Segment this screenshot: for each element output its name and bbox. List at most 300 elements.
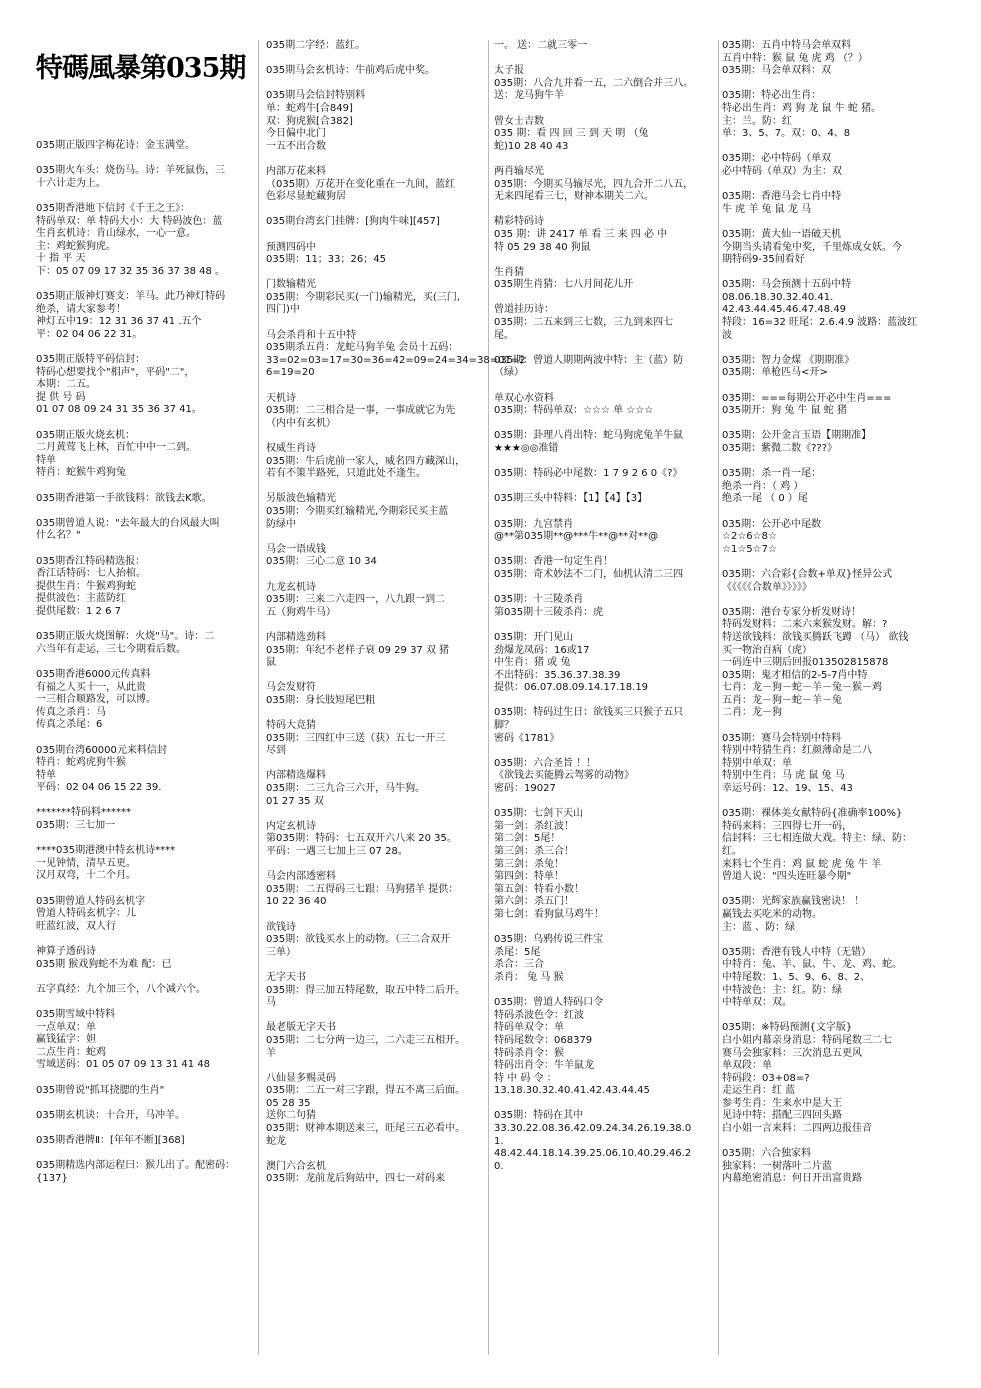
spacer bbox=[266, 481, 484, 494]
text-line: 独家料：一树落叶二片蓝 bbox=[722, 1160, 832, 1172]
text-line: 牛 虎 羊 兔 鼠 龙 马 bbox=[722, 203, 812, 215]
text-line: 内部精选爆料 bbox=[266, 770, 326, 782]
text-line: 见诗中特：搭配三四回头路 bbox=[722, 1110, 842, 1122]
text-line: 特单 bbox=[36, 769, 56, 781]
text-line: 035期：11；33；26；45 bbox=[266, 254, 386, 266]
text-line: 送：龙马狗牛羊 bbox=[494, 90, 564, 102]
text-line: 035期：三来二六走四一，八九跟一到二 bbox=[266, 594, 446, 606]
text-line: 第六剑：杀五门！ bbox=[494, 896, 574, 908]
spacer bbox=[266, 267, 484, 280]
text-line: 羊 bbox=[266, 1047, 276, 1059]
text-line: 035期：奇术妙法不二门，仙机认清二三四 bbox=[494, 568, 684, 580]
text-line: 红。 bbox=[722, 846, 742, 857]
text-line: 035期曾道人特码玄机字 bbox=[36, 895, 146, 907]
text-line: 白小姐内幕亲身消息：特码尾数三二七 bbox=[722, 1034, 892, 1046]
spacer bbox=[722, 884, 944, 897]
text-line: 035期：赛马会特别中特料 bbox=[722, 732, 842, 744]
text-line: 精彩特码诗 bbox=[494, 216, 544, 228]
text-line: 十六计走为上。 bbox=[36, 177, 106, 189]
text-line: 第035期十三陵杀肖：虎 bbox=[494, 606, 604, 618]
text-line: 035期：特必出生肖： bbox=[722, 90, 822, 102]
text-line: 特码发财料：二来六来猴发财。解：? bbox=[722, 619, 888, 631]
spacer bbox=[36, 543, 251, 556]
text-line: 035期香港牌Ⅱ：[年年不断][368] bbox=[36, 1134, 185, 1146]
text-line: 035期：得三加五特尾数，取五中特二后开。 bbox=[266, 984, 466, 996]
spacer bbox=[266, 229, 484, 242]
text-line: 天机诗 bbox=[266, 392, 296, 404]
text-line: 48.42.44.18.14.39.25.06.10.40.29.46.2 bbox=[494, 1148, 692, 1160]
spacer bbox=[494, 745, 716, 758]
text-line: 蛇龙 bbox=[266, 1135, 286, 1147]
text-line: 提 供 号 码 bbox=[36, 391, 86, 403]
spacer bbox=[494, 103, 716, 116]
text-line: 香江话特码：七人抬棺。 bbox=[36, 568, 146, 580]
text-line: 雪域送码：01 05 07 09 13 31 41 48 bbox=[36, 1059, 211, 1071]
text-line: 035期：单枪匹马<开> bbox=[722, 367, 828, 379]
text-line: 内部精选劲料 bbox=[266, 631, 326, 643]
spacer bbox=[266, 707, 484, 720]
text-line: ☆1☆5☆7☆ bbox=[722, 543, 777, 555]
text-line: 035期：三四红中三送（获）五七一开三 bbox=[266, 732, 446, 744]
text-line: 01 07 08 09 24 31 35 36 37 41。 bbox=[36, 404, 202, 416]
column-1 bbox=[36, 140, 251, 1185]
spacer bbox=[266, 1148, 484, 1161]
text-line: 白小姐一言来料：二四两边报佳音 bbox=[722, 1123, 872, 1135]
text-line: 色彩尽显蛇藏狗居 bbox=[266, 191, 346, 203]
text-line: 035期：五肖中特马会单双料 bbox=[722, 40, 852, 51]
spacer bbox=[494, 695, 716, 708]
spacer bbox=[722, 1136, 944, 1149]
column-4 bbox=[722, 40, 944, 1186]
spacer bbox=[36, 505, 251, 518]
spacer bbox=[722, 78, 944, 91]
text-line: 两肖输尽光 bbox=[494, 165, 544, 177]
text-line: 第三剑：杀兔！ bbox=[494, 858, 564, 870]
spacer bbox=[494, 619, 716, 632]
spacer bbox=[722, 720, 944, 733]
text-line: 九龙玄机诗 bbox=[266, 581, 316, 593]
text-line: 特肖：蛇鸡虎狗牛猴 bbox=[36, 757, 126, 769]
text-line: 单双段：单 bbox=[722, 1060, 772, 1072]
text-line: 内幕绝密消息：何日开出富贵路 bbox=[722, 1173, 862, 1185]
spacer bbox=[266, 619, 484, 632]
text-line: 赢钱去买吃米的动物。 bbox=[722, 908, 822, 920]
text-line: 参考生肖：生来水中是大王 bbox=[722, 1097, 842, 1109]
text-line: 走运生肖：红 蓝 bbox=[722, 1085, 796, 1097]
text-line: 什么名？" bbox=[36, 530, 81, 542]
spacer bbox=[266, 531, 484, 544]
text-line: 035期：欲钱买水上的动物。（三二合双开 bbox=[266, 934, 451, 946]
text-line: 10 22 36 40 bbox=[266, 896, 327, 908]
text-line: 马会杀肖和十五中特 bbox=[266, 329, 356, 341]
text-line: 035期：八合九并看一五，二六倒合并三八。 bbox=[494, 77, 694, 89]
text-line: 二月黄莺飞上林，百忙中中一二到。 bbox=[36, 442, 196, 454]
text-line: 035期：今期彩民买(一门)输精光，买(三门, bbox=[266, 291, 460, 303]
column-divider bbox=[258, 40, 259, 1355]
text-line: 神算子透码诗 bbox=[36, 946, 96, 957]
spacer bbox=[36, 971, 251, 984]
spacer bbox=[266, 380, 484, 393]
text-line: 035期：香港一句定生肖！ bbox=[494, 556, 614, 568]
spacer bbox=[266, 808, 484, 821]
spacer bbox=[722, 380, 944, 393]
text-line: 035期：六合独家料 bbox=[722, 1148, 812, 1160]
text-line: 035期：智力金煤 《期期准》 bbox=[722, 354, 855, 366]
text-line: 单：蛇鸡牛[合849] bbox=[266, 102, 353, 114]
text-line: 内部万花来料 bbox=[266, 165, 326, 177]
column-3 bbox=[494, 40, 716, 1173]
text-line: 中生肖：猪 或 兔 bbox=[494, 657, 571, 669]
text-line: ★★★◎◎准错 bbox=[494, 443, 559, 454]
spacer bbox=[36, 190, 251, 203]
text-line: 信封料：三七相连做大戏。特主：绿、防： bbox=[722, 833, 912, 845]
text-line: 马会内部透密料 bbox=[266, 871, 336, 883]
spacer bbox=[36, 795, 251, 808]
text-line: 035期香港地下信封《千王之王》： bbox=[36, 202, 191, 214]
column-divider bbox=[718, 40, 719, 1355]
spacer bbox=[722, 594, 944, 607]
spacer bbox=[36, 833, 251, 846]
text-line: 必中特码（单双）为主：双 bbox=[722, 165, 842, 177]
text-line: 平码：一遇三七加上三 07 28。 bbox=[266, 846, 408, 857]
text-line: *******特码料****** bbox=[36, 807, 131, 819]
text-line: 035期：三心二意 10 34 bbox=[266, 556, 377, 568]
text-line: 鼠 bbox=[266, 657, 276, 669]
text-line: 035期生肖猜：七八月间花儿开 bbox=[494, 279, 634, 291]
text-line: 主：兰。防：红 bbox=[722, 115, 792, 127]
text-line: 曾道人特码玄机字：儿 bbox=[36, 908, 136, 920]
text-line: 035期：二三九合三六开，马牛狗。 bbox=[266, 783, 426, 795]
text-line: 特码尾数令：068379 bbox=[494, 1034, 593, 1046]
text-line: 特别中特猜生肖：红颜薄命是二八 bbox=[722, 745, 872, 757]
text-line: 生肖玄机诗：肯山绿水，一心一意。 bbox=[36, 228, 196, 240]
text-line: 四门)中 bbox=[266, 304, 300, 316]
text-line: 035期：今期买马输尽光，四九合开二八五， bbox=[494, 178, 694, 190]
text-line: 有福之人买十一，从此贵 bbox=[36, 681, 146, 693]
text-line: 035期：裸体美女献特码{准确率100%} bbox=[722, 808, 903, 820]
spacer bbox=[266, 670, 484, 683]
text-line: 035期正版火烧图解：火烧"马"。诗：二 bbox=[36, 631, 215, 643]
text-line: 汉月双弯，十二个月。 bbox=[36, 870, 136, 882]
text-line: 035期马会信封特别料 bbox=[266, 90, 366, 102]
text-line: 六当年有走运，三七今期看后数。 bbox=[36, 643, 186, 655]
spacer bbox=[494, 506, 716, 519]
text-line: 特送欲钱料：欲钱买腾跃飞蹲 （马） 欲钱 bbox=[722, 631, 909, 643]
spacer bbox=[494, 456, 716, 469]
text-line: 035期：今期买红输精光,今期彩民买主蓝 bbox=[266, 505, 449, 517]
text-line: 035期：财神本期送来三，旺尾三五必看中。 bbox=[266, 1123, 466, 1135]
text-line: 特必出生肖：鸡 狗 龙 鼠 牛 蛇 猪。 bbox=[722, 102, 882, 114]
text-line: @**第035期**@***牛**@**对**@ bbox=[494, 531, 659, 543]
spacer bbox=[266, 153, 484, 166]
spacer bbox=[494, 380, 716, 393]
spacer bbox=[722, 141, 944, 154]
text-line: 三单） bbox=[266, 946, 296, 958]
text-line: 035期台湾玄门挂牌：[狗肉牛味][457] bbox=[266, 216, 440, 228]
text-line: 二肖：龙－狗 bbox=[722, 707, 782, 719]
text-line: 无字天书 bbox=[266, 971, 306, 983]
spacer bbox=[266, 317, 484, 330]
spacer bbox=[494, 418, 716, 431]
text-line: 旺蓝红波，双人行 bbox=[36, 920, 116, 932]
text-line: 一见钟情，清早五更。 bbox=[36, 857, 136, 869]
text-line: 035期三头中特料：【1】【4】【3】 bbox=[494, 493, 648, 505]
text-line: 一点单双：单 bbox=[36, 1021, 96, 1033]
text-line: 杀尾：5尾 bbox=[494, 946, 541, 958]
text-line: 第一剑：杀红波！ bbox=[494, 820, 574, 832]
text-line: 权威生肖诗 bbox=[266, 443, 316, 454]
text-line: 6=19=20 bbox=[266, 367, 315, 379]
text-line: 买一物治百病（虎） bbox=[722, 644, 812, 656]
text-line: 035期：年纪不老样子衰 09 29 37 双 猪 bbox=[266, 644, 450, 656]
spacer bbox=[494, 292, 716, 305]
text-line: 035期香港6000元传真料 bbox=[36, 668, 151, 680]
spacer bbox=[494, 922, 716, 935]
text-line: 中特尾数：1、5、9、6、8、2、 bbox=[722, 971, 871, 983]
text-line: 十 指 平 天 bbox=[36, 253, 86, 265]
text-line: 绝杀，请大家参考！ bbox=[36, 303, 126, 315]
spacer bbox=[494, 481, 716, 494]
text-line: 035期：十三陵杀肖 bbox=[494, 594, 584, 606]
spacer bbox=[494, 254, 716, 267]
text-line: 035期正版四字梅花诗：金玉满堂。 bbox=[36, 140, 196, 151]
spacer bbox=[36, 1122, 251, 1135]
text-line: 特 中 码 令 ： bbox=[494, 1072, 557, 1084]
text-line: 特码心想要找个"相声"，平码"二"， bbox=[36, 366, 195, 378]
text-line: 035期：特码过生日：欲钱买三只猴子五只 bbox=[494, 707, 684, 719]
text-line: （绿） bbox=[494, 367, 524, 379]
text-line: 劲爆龙凤码：16或17 bbox=[494, 644, 590, 656]
text-line: 33.30.22.08.36.42.09.24.34.26.19.38.0 bbox=[494, 1123, 692, 1135]
text-line: 特码段：03+08=? bbox=[722, 1072, 810, 1084]
spacer bbox=[266, 959, 484, 972]
text-line: 035期：开门见山 bbox=[494, 631, 574, 643]
spacer bbox=[494, 985, 716, 998]
text-line: 期特码9-35间看好 bbox=[722, 254, 805, 266]
text-line: 1. bbox=[494, 1135, 504, 1147]
text-line: 035期杀五肖：龙蛇马狗羊兔 会员十五码： bbox=[266, 342, 459, 354]
spacer bbox=[36, 417, 251, 430]
spacer bbox=[266, 78, 484, 91]
text-line: 五肖中特：猴 鼠 兔 虎 鸡 （？） bbox=[722, 52, 868, 64]
text-line: 035期：曾道人期期两波中特：主（蓝）防 bbox=[494, 354, 684, 366]
text-line: 幸运号码：12、19、15、43 bbox=[722, 783, 853, 795]
text-line: 035期台湾60000元来料信封 bbox=[36, 744, 167, 756]
text-line: 曾女士吉数 bbox=[494, 115, 544, 127]
text-line: 特别中单双：单 bbox=[722, 757, 792, 769]
text-line: 035期：特码单双：☆☆☆ 单 ☆☆☆ bbox=[494, 405, 654, 417]
text-line: 五肖：龙－狗－蛇－羊－兔 bbox=[722, 694, 842, 706]
text-line: 035期 猴戏狗蛇不为难 配：已 bbox=[36, 958, 172, 970]
text-line: 尾。 bbox=[494, 329, 514, 341]
text-line: 035期香江特码精选报： bbox=[36, 555, 146, 567]
text-line: 五（狗鸡牛马） bbox=[266, 606, 336, 618]
spacer bbox=[722, 216, 944, 229]
text-line: 035期正版神灯赛支：羊马。此乃神灯特码 bbox=[36, 291, 226, 303]
text-line: 035期：紫微二数《???》 bbox=[722, 443, 838, 454]
text-line: 08.06.18.30.32.40.41. bbox=[722, 291, 834, 303]
text-line: 035期：龙前龙后狗站中，四七一对码来 bbox=[266, 1173, 446, 1185]
text-line: 一。 送：二就三零一 bbox=[494, 40, 588, 51]
text-line: 马会发财符 bbox=[266, 682, 316, 694]
text-line: 密码《1781》 bbox=[494, 732, 560, 744]
text-line: 035期：※特码预测{文字版} bbox=[722, 1022, 853, 1034]
text-line: 一五不出合数 bbox=[266, 140, 326, 152]
text-line: 035期正版火烧玄机： bbox=[36, 429, 136, 441]
spacer bbox=[36, 656, 251, 669]
text-line: 035 期：看 四 回 三 到 天 明 （兔 bbox=[494, 128, 649, 140]
text-line: 中特波色：主：红。防：绿 bbox=[722, 984, 842, 996]
text-line: 第五剑：特看小数！ bbox=[494, 883, 584, 895]
text-line: 035期：二五一对三字跟，得五不离三后面。 bbox=[266, 1085, 466, 1097]
text-line: 035期：二五得码三七跟：马狗猪羊 提供： bbox=[266, 883, 459, 895]
text-line: 0. bbox=[494, 1160, 504, 1172]
text-line: （内中有玄机） bbox=[266, 417, 336, 429]
spacer bbox=[36, 342, 251, 355]
spacer bbox=[722, 179, 944, 192]
text-line: 035期曾说"抓耳挠腮的生肖" bbox=[36, 1084, 165, 1096]
spacer bbox=[494, 342, 716, 355]
text-line: 035期二字经：蓝红。 bbox=[266, 40, 366, 51]
text-line: {137} bbox=[36, 1172, 68, 1184]
text-line: 提供尾数：1 2 6 7 bbox=[36, 605, 121, 617]
text-line: 防绿中 bbox=[266, 518, 296, 530]
text-line: 双：狗虎猴[合382] bbox=[266, 115, 353, 127]
spacer bbox=[36, 153, 251, 166]
text-line: 生肖猜 bbox=[494, 266, 524, 278]
text-line: 五字真经：九个加三个，八个减六个。 bbox=[36, 983, 206, 995]
text-line: 不出特码：35.36.37.38.39 bbox=[494, 669, 621, 681]
text-line: 传真之杀肖：马 bbox=[36, 706, 106, 718]
text-line: 035期：马会预测十五码中特 bbox=[722, 279, 852, 291]
text-line: 035期：鬼才相信的2-5-7肖中特 bbox=[722, 669, 868, 681]
text-line: 传真之杀尾：6 bbox=[36, 719, 103, 731]
spacer bbox=[722, 342, 944, 355]
text-line: 特肖：蛇猴牛鸡狗兔 bbox=[36, 467, 126, 479]
text-line: 035期：身长肢短尾巴粗 bbox=[266, 694, 376, 706]
text-line: 035期：香港有钱人中特（无错） bbox=[722, 946, 872, 958]
text-line: 无来四尾看三七，财神本期关二六。 bbox=[494, 191, 654, 203]
spacer bbox=[266, 430, 484, 443]
text-line: 主：鸡蛇猴狗虎。 bbox=[36, 240, 116, 252]
text-line: 035期：二三相合是一事，一事成就它为先 bbox=[266, 405, 456, 417]
spacer bbox=[36, 279, 251, 292]
text-line: 主：蓝 、防：绿 bbox=[722, 921, 796, 933]
text-line: 太子报 bbox=[494, 65, 524, 77]
text-line: 035期：曾道人特码口令 bbox=[494, 997, 604, 1009]
spacer bbox=[36, 883, 251, 896]
text-line: 035期雪域中特料 bbox=[36, 1008, 116, 1020]
text-line: 035期：六合圣旨 ！！ bbox=[494, 757, 597, 769]
text-line: 035期精选内部运程曰：猴儿出了。配密码： bbox=[36, 1160, 236, 1172]
text-line: 035期：必中特码（单双 bbox=[722, 153, 832, 165]
text-line: 中特肖：兔、羊、鼠、牛、龙、鸡、蛇。 bbox=[722, 959, 902, 971]
text-line: 提供生肖：牛猴鸡狗蛇 bbox=[36, 580, 136, 592]
text-line: 门数输精光 bbox=[266, 279, 316, 291]
text-line: 035期：===每期公开必中生肖=== bbox=[722, 392, 892, 404]
text-line: 赛马会独家料：三次消息五更风 bbox=[722, 1047, 862, 1059]
text-line: 035 期：讲 2417 单 看 三 来 四 必 中 bbox=[494, 228, 668, 240]
text-line: 特单 bbox=[36, 454, 56, 466]
text-line: 提供波色：主蓝防红 bbox=[36, 593, 126, 605]
text-line: 杀肖： 兔 马 猴 bbox=[494, 971, 564, 983]
spacer bbox=[36, 732, 251, 745]
spacer bbox=[722, 418, 944, 431]
text-line: 特码杀肖令：猴 bbox=[494, 1047, 564, 1059]
text-line: 蛇)10 28 40 43 bbox=[494, 140, 569, 152]
text-line: 杀合：三合 bbox=[494, 959, 544, 971]
spacer bbox=[36, 996, 251, 1009]
text-line: 特码杀波色令：红波 bbox=[494, 1009, 584, 1021]
text-line: 本期：二五。 bbox=[36, 379, 96, 391]
text-line: 若有不策半路死，只道此处不逢生。 bbox=[266, 468, 426, 480]
text-line: 42.43.44.45.46.47.48.49 bbox=[722, 304, 847, 316]
text-line: 035期：七剑下天山 bbox=[494, 808, 584, 820]
text-line: 七肖：龙－狗－蛇－羊－兔－猴－鸡 bbox=[722, 682, 882, 694]
text-line: 马会一语成钱 bbox=[266, 543, 326, 555]
text-line: 035期：二五来到三七数，三九到来四七 bbox=[494, 317, 674, 329]
text-line: 035期：三七加一 bbox=[36, 820, 116, 832]
text-line: 来料七个生肖：鸡 鼠 蛇 虎 兔 牛 羊 bbox=[722, 858, 882, 870]
text-line: 特码来料：三四得七开一码， bbox=[722, 820, 852, 832]
page-title: 特碼風暴第035期 bbox=[36, 53, 246, 84]
text-line: 下：05 07 09 17 32 35 36 37 38 48 。 bbox=[36, 265, 226, 277]
text-line: 035期：二七分两一边三，二六走三五相开。 bbox=[266, 1034, 466, 1046]
text-line: 035期：特码在其中 bbox=[494, 1110, 584, 1122]
spacer bbox=[266, 204, 484, 217]
text-line: 035期：公开金言玉语【期期准】 bbox=[722, 430, 872, 442]
text-line: 13.18.30.32.40.41.42.43.44.45 bbox=[494, 1085, 650, 1097]
text-line: 单双心水资料 bbox=[494, 392, 554, 404]
text-line: 第三剑：杀三合！ bbox=[494, 846, 574, 857]
text-line: 单：3、5、7。双：0、4、8 bbox=[722, 128, 851, 140]
spacer bbox=[722, 267, 944, 280]
text-line: 提供：06.07.08.09.14.17.18.19 bbox=[494, 682, 649, 694]
text-line: 密码：19027 bbox=[494, 783, 556, 795]
text-line: 035期开：狗 兔 牛 鼠 蛇 猪 bbox=[722, 405, 847, 417]
text-line: 05 28 35 bbox=[266, 1097, 311, 1109]
text-line: ****035期港澳中特玄机诗**** bbox=[36, 845, 176, 857]
spacer bbox=[266, 1060, 484, 1073]
text-line: 马 bbox=[266, 997, 276, 1009]
text-line: 《《《《《合数单》》》》》 bbox=[722, 581, 812, 593]
text-line: 今日偏中北门 bbox=[266, 128, 326, 140]
spacer bbox=[266, 859, 484, 872]
text-line: 平：02 04 06 22 31。 bbox=[36, 328, 143, 340]
text-line: 尽到 bbox=[266, 745, 286, 757]
text-line: 035期玄机诀：十合开，马冲羊。 bbox=[36, 1109, 186, 1121]
text-line: 035期：特码必中尾数：1 7 9 2 6 0《?》 bbox=[494, 468, 683, 480]
spacer bbox=[722, 934, 944, 947]
text-line: 035期：乌鸦传说三件宝 bbox=[494, 934, 604, 946]
spacer bbox=[266, 53, 484, 66]
spacer bbox=[494, 153, 716, 166]
text-line: 035期香港第一手欲钱料：欲钱去K歌。 bbox=[36, 492, 212, 504]
spacer bbox=[722, 556, 944, 569]
text-line: 脚？ bbox=[494, 720, 514, 732]
text-line: 曾道人说："四头连旺暴今期" bbox=[722, 871, 852, 883]
spacer bbox=[494, 544, 716, 557]
spacer bbox=[722, 456, 944, 469]
text-line: 最老版无字天书 bbox=[266, 1022, 336, 1034]
spacer bbox=[722, 1010, 944, 1023]
text-line: 送你二句猜 bbox=[266, 1110, 316, 1122]
text-line: 中特单双：双。 bbox=[722, 997, 792, 1009]
text-line: 八仙显多赐灵码 bbox=[266, 1072, 336, 1084]
text-line: 035期：香港马会七肖中特 bbox=[722, 191, 842, 203]
text-line: 另版波色输精光 bbox=[266, 493, 336, 505]
text-line: 035期：杀一肖一尾： bbox=[722, 468, 822, 480]
